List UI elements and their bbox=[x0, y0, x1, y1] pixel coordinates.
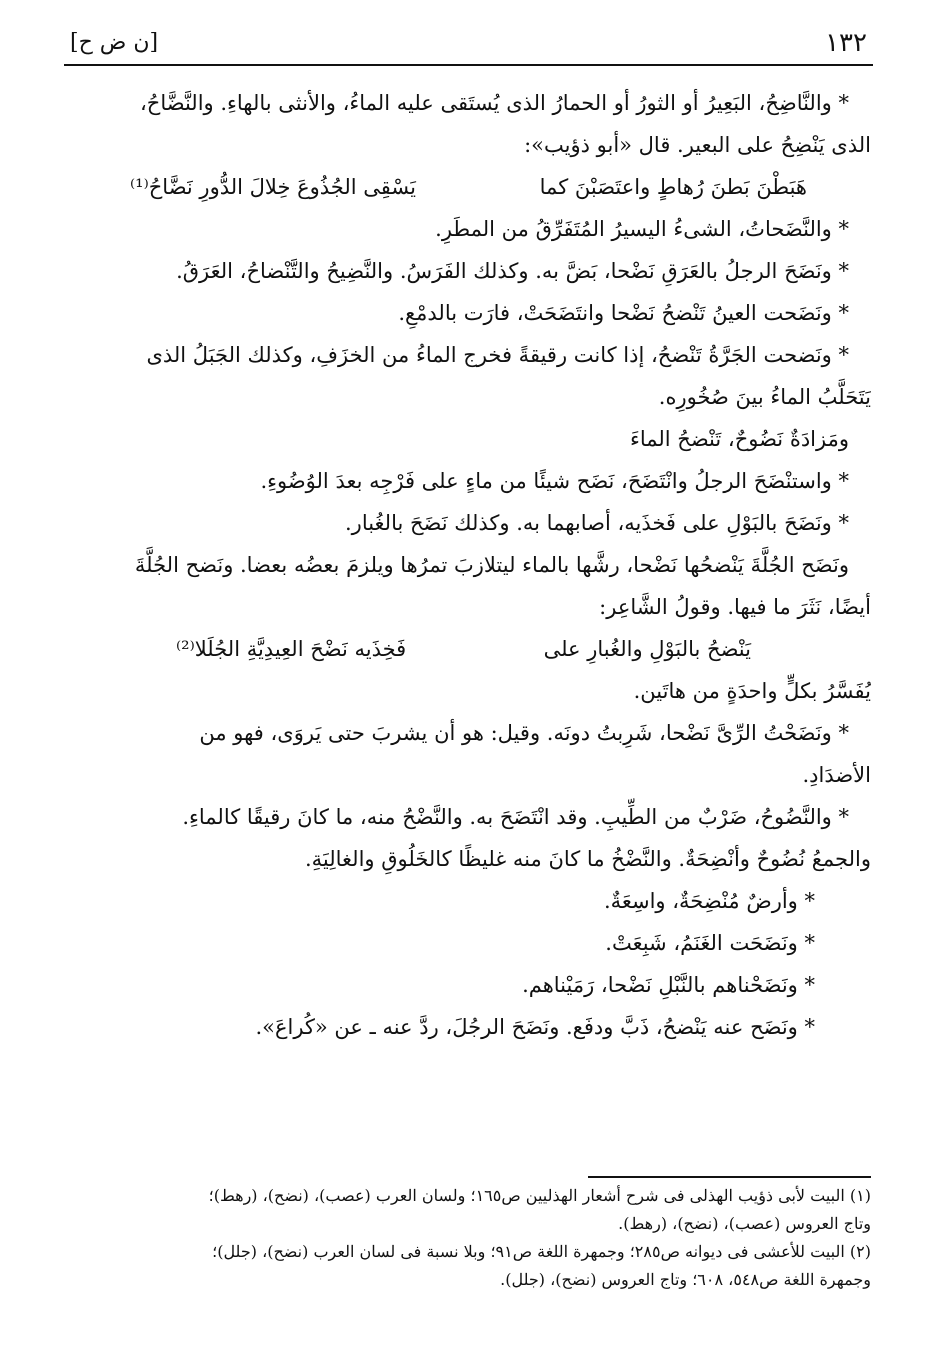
verse-second-hemistich: فَخِذَيه نَضْحَ العِيدِيَّةِ الجُلَلا⁽²⁾ bbox=[176, 637, 407, 661]
footnote-rule bbox=[588, 1176, 871, 1178]
footnote-line: وجمهرة اللغة ص٥٤٨، ٦٠٨؛ وتاج العروس (نضح)، (جلل). bbox=[500, 1270, 871, 1289]
root-letters: [ن ض ح] bbox=[70, 30, 159, 55]
verse-first-hemistich: هَبَطْنَ بَطنَ رُهاطٍ واعتَصَبْنَ كما bbox=[539, 175, 807, 199]
text-line: * ونَضَح عنه يَنْضحُ، ذَبَّ ودفَع. ونَضَحَ الرجُلَ، ردَّ عنه ـ عن «كُراعَ». bbox=[255, 1015, 815, 1039]
verse-second-hemistich: يَسْقِى الجُذُوعَ خِلالَ الدُّورِ نَضَّاحُ⁽¹⁾ bbox=[130, 175, 416, 199]
text-line: * ونَضَحَ الرجلُ بالعَرَقِ نَضْحا، بَضَّ به. وكذلك الفَرَسُ. والنَّضِيحُ والتَّنْضاحُ، العَرَقُ. bbox=[176, 259, 849, 283]
text-line: * ونَضَحْناهم بالنَّبْلِ نَضْحا، رَمَيْناهم. bbox=[522, 973, 815, 997]
text-line: يُفَسَّرُ بكلٍّ واحدَةٍ من هاتَين. bbox=[633, 679, 871, 703]
text-line: الذى يَنْضِحُ على البعير. قال «أبو ذؤيب»: bbox=[524, 133, 871, 157]
verse-line bbox=[66, 166, 871, 208]
text-line: * ونَضَحَ بالبَوْلِ على فَخذَيه، أصابهما به. وكذلك نَضَحَ بالغُبار. bbox=[345, 511, 849, 535]
text-line: * ونَضَحْتُ الرِّىَّ نَضْحا، شَرِبتُ دونَه. وقيل: هو أن يشربَ حتى يَروَى، فهو من bbox=[199, 721, 849, 745]
entry-body bbox=[66, 82, 871, 1048]
text-line: أيضًا، نَثَرَ ما فيها. وقولُ الشَّاعِر: bbox=[599, 595, 871, 619]
verse-line bbox=[66, 628, 871, 670]
text-line: * ونَضَحَت الغَنَمُ، شَبِعَتْ. bbox=[605, 931, 815, 955]
text-line: * والنَّضُوحُ، ضَرْبٌ من الطِّيبِ. وقد انْتَضَحَ به. والنَّضْحُ منه، ما كانَ رقيقًا كالماءِ. bbox=[182, 805, 849, 829]
verse-first-hemistich: يَنْضحُ بالبَوْلِ والغُبارِ على bbox=[543, 637, 751, 661]
text-line: الأضدَادِ. bbox=[802, 763, 871, 787]
text-line: * واستنْضَحَ الرجلُ وانْتَضَحَ، نَضَح شيئًا من ماءٍ على فَرْجِه بعدَ الوُضُوءِ. bbox=[260, 469, 849, 493]
header-rule bbox=[64, 64, 873, 66]
footnote-line: (١) البيت لأبى ذؤيب الهذلى فى شرح أشعار الهذليين ص١٦٥؛ ولسان العرب (عصب)، (نضح)، (رهط)؛ bbox=[208, 1186, 871, 1205]
text-line: * ونَضَحت العينُ تَنْضحُ نَضْحا وانتَضَحَتْ، فارَت بالدمْعِ. bbox=[398, 301, 849, 325]
text-line: ومَزادَةٌ نَضُوحٌ، تَنْضحُ الماءَ bbox=[629, 427, 849, 451]
page-number: ١٣٢ bbox=[825, 28, 867, 58]
text-line: * والنَّضَحاتُ، الشىءُ اليسيرُ المُتَفَرِّقُ من المطَرِ. bbox=[435, 217, 849, 241]
footnote-line: (٢) البيت للأعشى فى ديوانه ص٢٨٥؛ وجمهرة اللغة ص٩١؛ وبلا نسبة فى لسان العرب (نضح)، (جلل)؛ bbox=[212, 1242, 871, 1261]
text-line: والجمعُ نُضُوحٌ وأنْضِحَةٌ. والنَّضْخُ ما كانَ منه غليظًا كالخَلُوقِ والغالِيَةِ. bbox=[304, 847, 871, 871]
text-line: * ونَضحت الجَرَّةُ تَنْضحُ، إذا كانت رقيقةً فخرج الماءُ من الخزَفِ، وكذلك الجَبَلُ الذى bbox=[146, 343, 849, 367]
text-line: * وأرضٌ مُنْضِحَةٌ، واسِعَةٌ. bbox=[603, 889, 815, 913]
footnotes bbox=[66, 1182, 871, 1294]
footnote-line: وتاج العروس (عصب)، (نضح)، (رهط). bbox=[618, 1214, 871, 1233]
text-line: * والنَّاضِحُ، البَعِيرُ أو الثورُ أو الحمارُ الذى يُستَقى عليه الماءُ، والأنثى بالهاءِ. والنَّضَّاحُ، bbox=[140, 91, 849, 115]
running-header bbox=[64, 22, 873, 62]
text-line: ونَضَح الجُلَّةَ يَنْضحُها نَضْحا، رشَّها بالماء ليتلازبَ تمرُها ويلزمَ بعضُه بعضا. ونَضح الجُلَّةَ bbox=[134, 553, 849, 577]
text-line: يَتَحَلَّبُ الماءُ بينَ صُخُورِه. bbox=[658, 385, 871, 409]
